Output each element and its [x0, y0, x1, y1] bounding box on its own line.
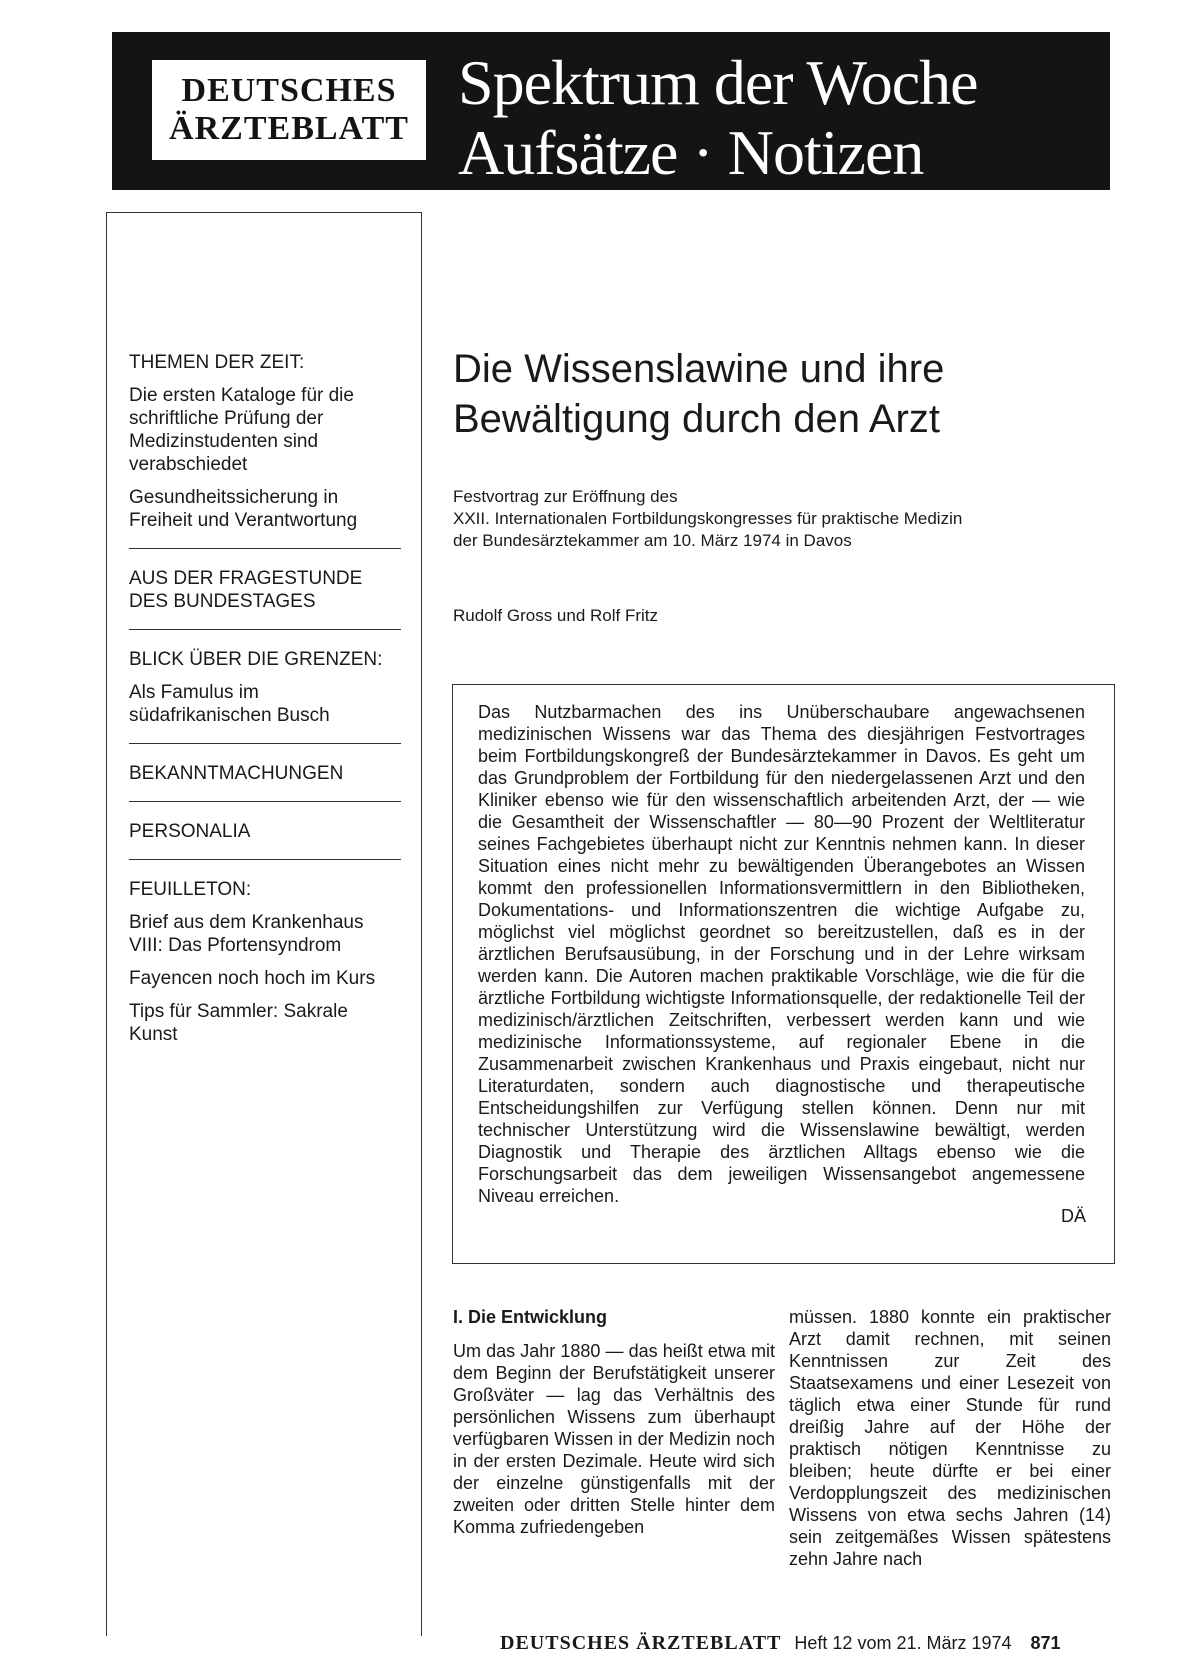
sidebar-item-kataloge: Die ersten Kataloge für die schriftliche Prüfung der Medizinstudenten sind verabschiedet — [129, 385, 354, 475]
divider — [129, 801, 401, 802]
sidebar-item-brief: Brief aus dem Krankenhaus VIII: Das Pfortensyndrom — [129, 912, 364, 956]
sidebar-heading-themen: THEMEN DER ZEIT: — [129, 352, 305, 373]
masthead — [112, 32, 1110, 190]
logo-line-2: ÄRZTEBLATT — [169, 110, 409, 147]
divider — [129, 859, 401, 860]
abstract-signature: DÄ — [1060, 1206, 1086, 1226]
contents-list — [129, 351, 401, 1046]
sidebar-heading-blick: BLICK ÜBER DIE GRENZEN: — [129, 649, 383, 670]
section-title — [458, 48, 978, 188]
body-text-column-1: Um das Jahr 1880 — das heißt etwa mit dem Beginn der Berufstätigkeit unserer Großväter — lag das Verhältnis des persönlichen Wissens zum überhaupt verfügbaren Wissen in der Medizin noch in der ersten Dezimale. Heute wird sich der einzelne günstigenfalls mit der zweiten oder dritten Stelle hinter dem Komma zufriedengeben — [453, 1341, 775, 1537]
logo-line-1: DEUTSCHES — [181, 72, 397, 109]
body-text-column-2: müssen. 1880 konnte ein praktischer Arzt damit rechnen, mit seinen Kenntnissen zur Zeit des Staatsexamens und einer Lesezeit von täglich etwa einer Stunde für rund dreißig Jahre auf der Höhe der praktisch nötigen Kenntnisse zu bleiben; heute dürfte er bei einer Verdopplungszeit des medizinischen Wissens von etwa sechs Jahren (14) sein zeitgemäßes Wissen spätestens zehn Jahre nach — [789, 1307, 1111, 1569]
article-title — [453, 344, 1093, 444]
sidebar-heading-bekanntmachungen: BEKANNTMACHUNGEN — [129, 763, 344, 784]
page-number: 871 — [1030, 1633, 1061, 1653]
article-subtitle — [453, 486, 1093, 552]
abstract-text: Das Nutzbarmachen des ins Unüberschaubare angewachsenen medizinischen Wissens war das Thema des diesjährigen Festvortrages beim Fortbildungskongreß der Bundesärztekammer in Davos. Es geht um das Grundproblem der Fortbildung für den niedergelassenen Arzt und den Kliniker ebenso wie für den wissenschaftlich arbeitenden Arzt, der — wie die Gesamtheit der Wissenschaftler — 80—90 Prozent der Weltliteratur seines Fachgebietes überhaupt nicht zur Kenntnis nehmen kann. In dieser Situation eines nicht mehr zu bewältigenden Überangebotes an Wissen kommt den professionellen Informationsvermittlern in den Bibliotheken, Dokumentations- und Informationszentren die wichtige Aufgabe zu, möglichst viel möglichst geordnet so bereitzustellen, daß es in der ärztlichen Berufsausübung, in der Forschung und in der Lehre wirksam werden kann. Die Autoren machen praktikable Vorschläge, wie die für die ärztliche Fortbildung wichtigste Informationsquelle, der redaktionelle Teil der medizinisch/ärztlichen Zeitschriften, verbessert werden kann und wie medizinische Informationssysteme, auf regionaler Ebene in die Zusammenarbeit zwischen Krankenhaus und Praxis eingebaut, nicht nur Literaturdaten, sondern auch diagnostische und therapeutische Entscheidungshilfen zur Verfügung stellen können. Denn nur mit technischer Unterstützung wird die Wissenslawine bewältigt, werden Diagnostik und Therapie des ärztlichen Alltags ebenso wie die Forschungsarbeit das dem jeweiligen Wissensangebot angemessene Niveau erreichen. — [478, 702, 1085, 1206]
subtitle-line-1: Festvortrag zur Eröffnung des — [453, 487, 678, 506]
sidebar-heading-feuilleton: FEUILLETON: — [129, 879, 252, 900]
journal-logo — [152, 60, 426, 160]
divider — [129, 629, 401, 630]
article-title-line-2: Bewältigung durch den Arzt — [453, 397, 940, 441]
article-authors: Rudolf Gross und Rolf Fritz — [453, 606, 659, 625]
sidebar-heading-personalia: PERSONALIA — [129, 821, 251, 842]
subtitle-line-2: XXII. Internationalen Fortbildungskongresses für praktische Medizin — [453, 509, 963, 528]
divider — [129, 743, 401, 744]
divider — [129, 548, 401, 549]
contents-sidebar — [106, 212, 422, 1636]
section-heading: I. Die Entwicklung — [453, 1307, 608, 1327]
subtitle-line-3: der Bundesärztekammer am 10. März 1974 in Davos — [453, 531, 852, 550]
page-footer — [500, 1632, 1110, 1655]
body-column-1 — [453, 1306, 775, 1538]
footer-journal-name: DEUTSCHES ÄRZTEBLATT — [500, 1632, 782, 1654]
body-column-2 — [789, 1306, 1111, 1570]
sidebar-item-fayencen: Fayencen noch hoch im Kurs — [129, 968, 376, 989]
article-title-line-1: Die Wissenslawine und ihre — [453, 347, 945, 391]
section-title-line-2: Aufsätze · Notizen — [458, 117, 924, 188]
section-title-line-1: Spektrum der Woche — [458, 47, 978, 118]
abstract-box — [452, 684, 1115, 1264]
sidebar-item-sammler: Tips für Sammler: Sakrale Kunst — [129, 1001, 348, 1045]
sidebar-item-gesundheitssicherung: Gesundheitssicherung in Freiheit und Verantwortung — [129, 487, 358, 531]
sidebar-heading-fragestunde: AUS DER FRAGESTUNDE DES BUNDESTAGES — [129, 568, 363, 612]
sidebar-item-famulus: Als Famulus im südafrikanischen Busch — [129, 682, 330, 726]
footer-issue: Heft 12 vom 21. März 1974 — [794, 1633, 1012, 1653]
